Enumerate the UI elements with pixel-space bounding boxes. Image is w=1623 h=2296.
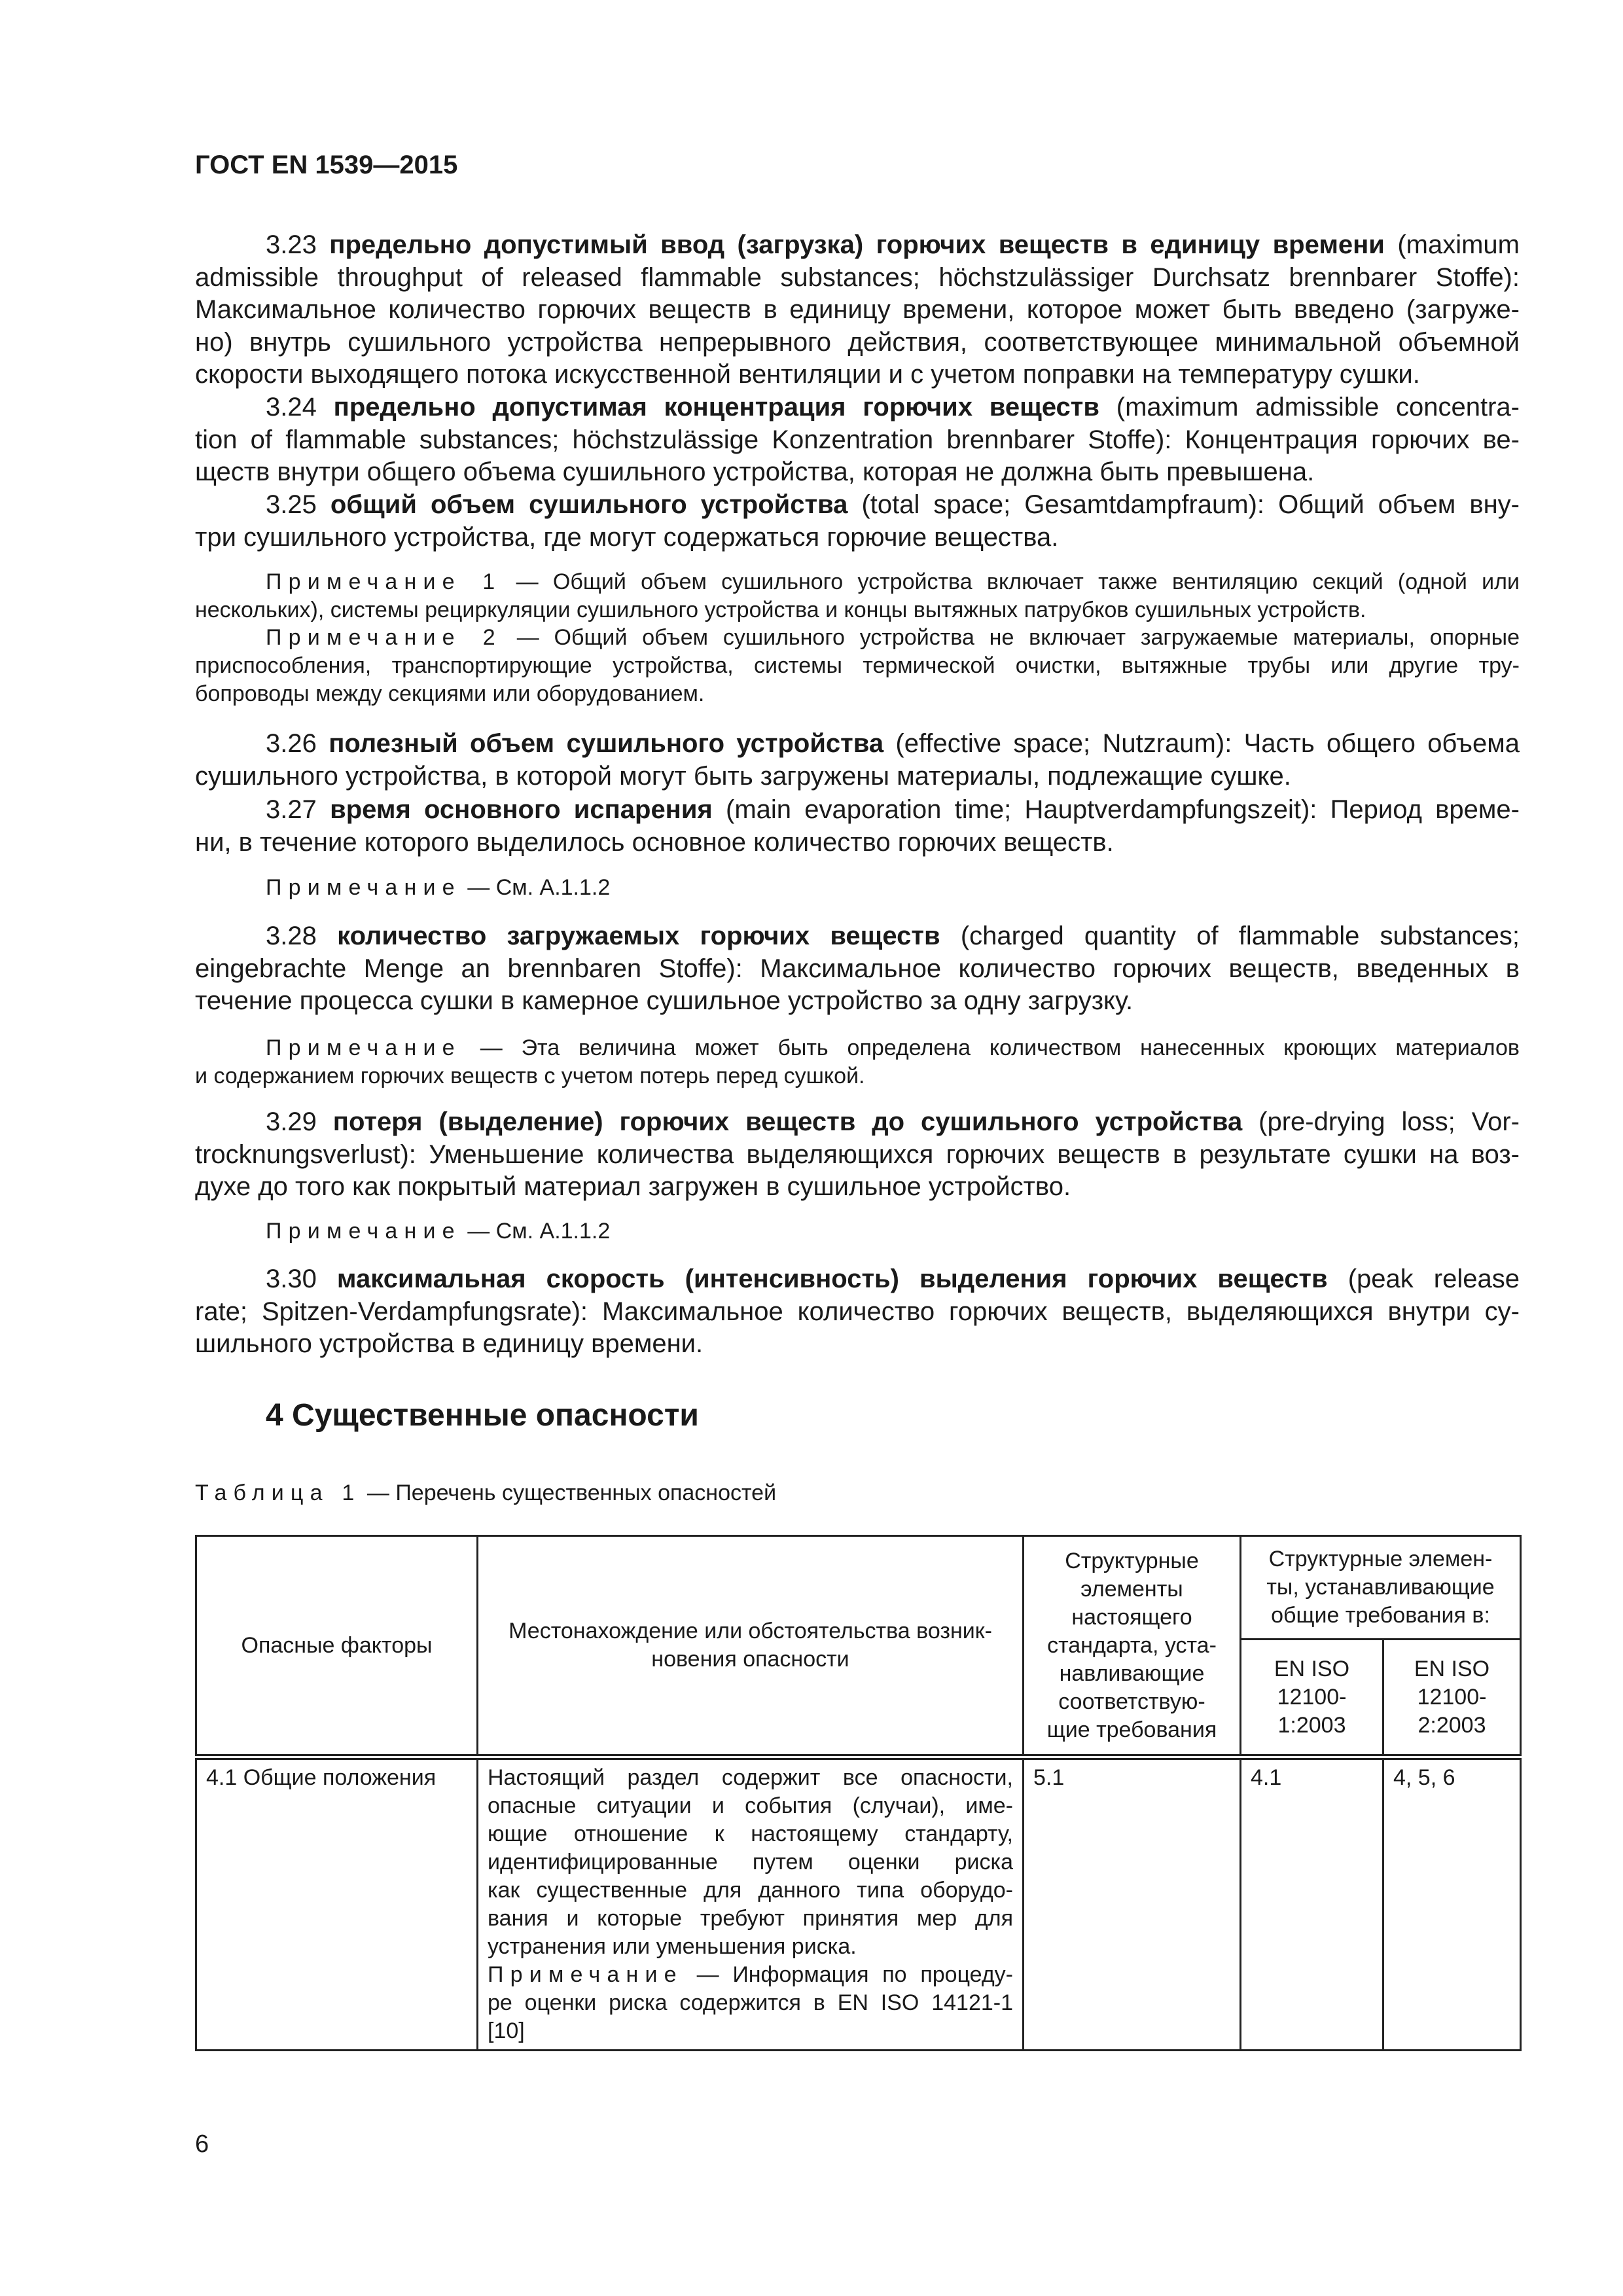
term-definition: [195, 489, 1520, 554]
header-line: 12100-: [1417, 1684, 1487, 1710]
header-hazard-factors: Опасные факторы: [196, 1536, 478, 1757]
table-caption: [195, 1480, 776, 1506]
term-name: потеря (выделение) горючих веществ до сушильного устройства: [332, 1107, 1243, 1136]
first-line: [195, 489, 1520, 522]
note-label: Примечание 1: [266, 569, 502, 594]
term-number: 3.26: [266, 729, 317, 758]
header-line: Структурные элемен-: [1268, 1547, 1493, 1571]
header-line: Местонахождение или обстоятельства возник-: [508, 1619, 992, 1643]
line-tail: (total space; Gesamtdampfraum): Общий объем вну-: [861, 490, 1520, 519]
cell-iso1: 4.1: [1241, 1757, 1383, 2051]
document-header: ГОСТ EN 1539—2015: [195, 151, 458, 179]
cell-iso2: 4, 5, 6: [1383, 1757, 1521, 2051]
cell-text-line: вания и которые требуют принятия мер для: [488, 1906, 1013, 1931]
first-line: [195, 624, 1520, 652]
header-en-iso-12100-2: [1383, 1640, 1521, 1757]
cell-factor: 4.1 Общие положения: [196, 1757, 478, 2051]
header-line: 12100-: [1277, 1684, 1347, 1710]
hazards-table: [195, 1535, 1522, 2051]
term-number: 3.23: [266, 230, 317, 259]
text-line: rate; Spitzen-Verdampfungsrate): Максимальное количество горючих веществ, выделяющихся внутри су-: [195, 1297, 1520, 1326]
cell-note-line: ре оценки риска содержится в EN ISO 14121-1: [488, 1990, 1013, 2015]
cell-text-line: ющие отношение к настоящему стандарту,: [488, 1821, 1013, 1846]
page-number: 6: [195, 2130, 209, 2158]
term-name: время основного испарения: [330, 795, 713, 824]
note: [195, 624, 1520, 708]
header-line: ты, устанавливающие: [1266, 1575, 1495, 1600]
line-tail: (maximum: [1397, 230, 1520, 259]
text-line: ни, в течение которого выделилось основное количество горючих веществ.: [195, 827, 1114, 857]
note-label: Примечание: [266, 1219, 461, 1244]
section-heading: 4 Существенные опасности: [266, 1398, 699, 1433]
line-tail: (peak release: [1347, 1265, 1520, 1293]
line-tail: — Общий объем сушильного устройства включает также вентиляцию секций (одной или: [516, 569, 1520, 594]
line-tail: — См. А.1.1.2: [467, 875, 611, 900]
line-tail: (maximum admissible concentra-: [1116, 393, 1520, 422]
cell-location: [478, 1757, 1024, 2051]
header-line: 2:2003: [1418, 1712, 1486, 1738]
line-tail: (main evaporation time; Hauptverdampfungszeit): Период време-: [726, 795, 1520, 824]
term-number: 3.28: [266, 922, 317, 950]
text-line: tion of flammable substances; höchstzulässige Konzentration brennbarer Stoffe): Концентрация горючих ве-: [195, 425, 1520, 454]
header-location: [478, 1536, 1024, 1757]
header-line: общие требования в:: [1271, 1603, 1490, 1628]
header-line: настоящего: [1071, 1604, 1192, 1630]
header-line: EN ISO: [1414, 1656, 1490, 1681]
first-line: [195, 1034, 1520, 1062]
header-line: 1:2003: [1277, 1712, 1346, 1738]
header-line: новения опасности: [651, 1647, 849, 1672]
text-line: и содержанием горючих веществ с учетом потерь перед сушкой.: [195, 1064, 865, 1088]
note-label: Примечание: [488, 1962, 683, 1987]
term-name: количество загружаемых горючих веществ: [337, 922, 940, 950]
term-number: 3.25: [266, 490, 317, 519]
text-line: скорости выходящего потока искусственной вентиляции и с учетом поправки на температуру сушки.: [195, 360, 1420, 389]
note-label: Примечание: [266, 1035, 461, 1060]
note: [195, 874, 1520, 902]
text-line: admissible throughput of released flammable substances; höchstzulässiger Durchsatz brennbarer Stoffe):: [195, 262, 1520, 292]
table-caption-label: Таблица 1: [195, 1480, 361, 1505]
term-definition: [195, 794, 1520, 859]
cell-text-line: идентифицированные путем оценки риска: [488, 1850, 1013, 1874]
term-definition: [195, 391, 1520, 489]
note: [195, 1034, 1520, 1090]
line-tail: (charged quantity of flammable substances;: [960, 922, 1520, 950]
cell-text-line: опасные ситуации и события (случаи), име-: [488, 1793, 1013, 1818]
text-line: trocknungsverlust): Уменьшение количества выделяющихся горючих веществ в результате сушки на воз-: [195, 1139, 1520, 1169]
term-number: 3.29: [266, 1107, 317, 1136]
cell-standard: 5.1: [1024, 1757, 1241, 2051]
text-line: Максимальное количество горючих веществ в единицу времени, которое может быть введено (загруже-: [195, 295, 1520, 325]
cell-text-line: Настоящий раздел содержит все опасности,: [488, 1765, 1013, 1790]
note-label: Примечание: [266, 875, 461, 900]
text-line: бопроводы между секциями или оборудованием.: [195, 681, 705, 706]
line-tail: — См. А.1.1.2: [467, 1219, 611, 1244]
term-definition: [195, 229, 1520, 391]
header-line: соответствую-: [1058, 1689, 1205, 1714]
header-line: EN ISO: [1274, 1656, 1350, 1681]
note-text: — Информация по процеду-: [696, 1962, 1013, 1987]
term-number: 3.27: [266, 795, 317, 824]
term-number: 3.24: [266, 393, 317, 422]
term-number: 3.30: [266, 1265, 317, 1293]
line-tail: (effective space; Nutzraum): Часть общего объема: [895, 729, 1520, 758]
term-name: полезный объем сушильного устройства: [329, 729, 884, 758]
header-line: Структурные: [1065, 1548, 1199, 1573]
cell-text-line: как существенные для данного типа оборудо-: [488, 1878, 1013, 1903]
term-definition: [195, 920, 1520, 1018]
header-line: стандарта, уста-: [1047, 1632, 1217, 1658]
header-general-requirements: [1241, 1536, 1521, 1640]
term-name: общий объем сушильного устройства: [330, 490, 848, 519]
text-line: духе до того как покрытый материал загружен в сушильное устройство.: [195, 1172, 1071, 1202]
header-en-iso-12100-1: [1241, 1640, 1383, 1757]
first-line: [195, 920, 1520, 953]
header-line: элементы: [1080, 1576, 1183, 1602]
text-line: нескольких), системы рециркуляции сушильного устройства и концы вытяжных патрубков сушильных устройств.: [195, 598, 1366, 622]
cell-text-line: устранения или уменьшения риска.: [488, 1934, 857, 1959]
text-line: течение процесса сушки в камерное сушильное устройство за одну загрузку.: [195, 986, 1133, 1016]
table-row: [196, 1757, 1521, 2051]
text-line: сушильного устройства, в которой могут быть загружены материалы, подлежащие сушке.: [195, 761, 1291, 791]
text-line: шильного устройства в единицу времени.: [195, 1329, 704, 1359]
term-definition: [195, 1263, 1520, 1361]
note: [195, 568, 1520, 624]
text-line: приспособления, транспортирующие устройства, системы термической очистки, вытяжные трубы или другие тру-: [195, 653, 1520, 678]
term-name: максимальная скорость (интенсивность) выделения горючих веществ: [336, 1265, 1328, 1293]
first-line: [195, 728, 1520, 761]
term-name: предельно допустимый ввод (загрузка) горючих веществ в единицу времени: [329, 230, 1385, 259]
text-line: eingebrachte Menge an brennbaren Stoffe): Максимальное количество горючих веществ, введенных в: [195, 954, 1520, 983]
first-line: [195, 1106, 1520, 1139]
first-line: [195, 1263, 1520, 1296]
term-definition: [195, 728, 1520, 793]
note: [195, 1217, 1520, 1246]
line-tail: (pre-drying loss; Vor-: [1258, 1107, 1520, 1136]
line-tail: — Общий объем сушильного устройства не включает загружаемые материалы, опорные: [516, 625, 1520, 650]
text-line: три сушильного устройства, где могут содержаться горючие вещества.: [195, 522, 1059, 552]
table-caption-text: — Перечень существенных опасностей: [366, 1480, 777, 1505]
line-tail: — Эта величина может быть определена количеством нанесенных кроющих материалов: [480, 1035, 1520, 1060]
header-line: щие требования: [1046, 1717, 1217, 1742]
first-line: [195, 874, 1520, 902]
note-label: Примечание 2: [266, 625, 502, 650]
first-line: [195, 1217, 1520, 1246]
first-line: [195, 391, 1520, 424]
header-standard-elements: [1024, 1536, 1241, 1757]
text-line: но) внутрь сушильного устройства непрерывного действия, соответствующее минимальной объемной: [195, 327, 1520, 357]
first-line: [195, 568, 1520, 596]
term-name: предельно допустимая концентрация горючих веществ: [333, 393, 1099, 422]
term-definition: [195, 1106, 1520, 1204]
cell-note-line: [10]: [488, 2018, 525, 2043]
cell-note-line: [488, 1961, 1013, 1989]
first-line: [195, 794, 1520, 827]
first-line: [195, 229, 1520, 262]
header-line: навливающие: [1059, 1660, 1205, 1686]
text-line: ществ внутри общего объема сушильного устройства, которая не должна быть превышена.: [195, 457, 1315, 487]
